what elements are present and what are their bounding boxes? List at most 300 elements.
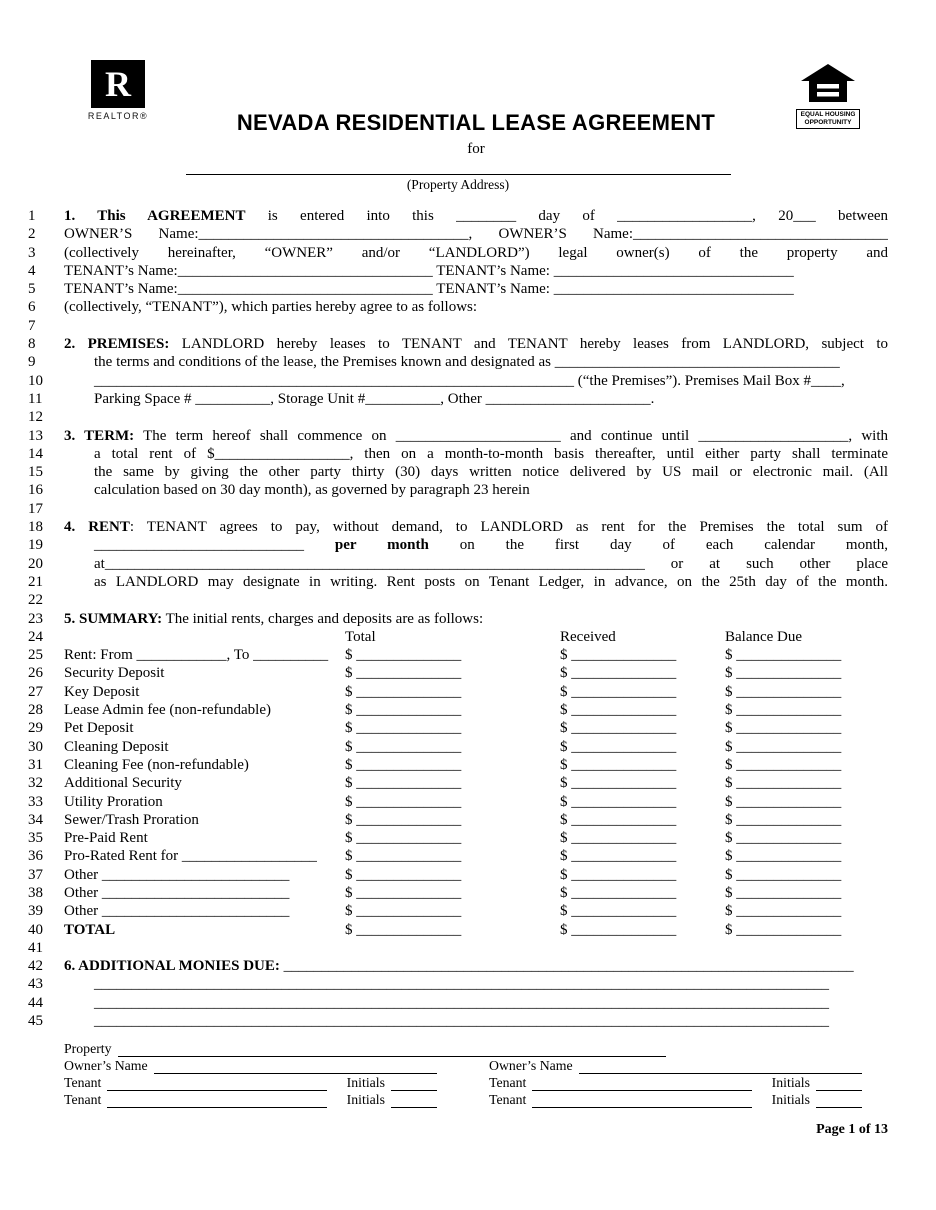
- initials-blank[interactable]: [816, 1095, 862, 1108]
- line-content: [64, 646, 888, 664]
- blank-field[interactable]: ______________: [571, 720, 677, 737]
- line-number: 24: [28, 628, 43, 645]
- text: $: [725, 775, 737, 792]
- line-number: 15: [28, 464, 43, 481]
- line-37: [28, 866, 888, 884]
- tenant-label: Tenant: [64, 1091, 102, 1107]
- text: at: [94, 555, 105, 572]
- line-34: [28, 811, 888, 829]
- text: , Storage Unit #: [270, 390, 366, 407]
- blank-field[interactable]: ______________: [571, 866, 677, 883]
- text: between: [815, 208, 888, 224]
- blank-field[interactable]: ______________: [736, 775, 842, 792]
- blank-field[interactable]: ________________________________: [553, 262, 794, 279]
- line-3: [28, 244, 888, 262]
- blank-field[interactable]: __________: [195, 390, 271, 407]
- line-content: [64, 390, 888, 408]
- text: TENANT’s Name:: [64, 262, 178, 279]
- text: Other: [64, 866, 102, 883]
- text: $: [725, 665, 737, 682]
- line-number: 4: [28, 262, 36, 279]
- blank-field[interactable]: ______________: [356, 738, 462, 755]
- line-44: [28, 994, 888, 1012]
- blank-field[interactable]: ______________: [356, 848, 462, 865]
- blank-field[interactable]: __________________: [617, 208, 753, 224]
- blank-field[interactable]: ______________: [736, 647, 842, 664]
- text: $: [345, 884, 357, 901]
- line-35: [28, 829, 888, 847]
- line-content: [64, 408, 888, 426]
- line-content: [64, 335, 888, 353]
- line-13: [28, 427, 888, 445]
- money-cell: [725, 774, 888, 792]
- row-label: [64, 738, 345, 756]
- blank-field[interactable]: ______________________: [395, 427, 561, 444]
- text: $: [560, 775, 572, 792]
- initials-label: Initials: [346, 1091, 385, 1107]
- blank-field[interactable]: ______________: [356, 756, 462, 773]
- blank-field[interactable]: ______________________: [485, 390, 651, 407]
- money-cell: [725, 646, 888, 664]
- blank-field[interactable]: ______________: [736, 830, 842, 847]
- text: $: [345, 738, 357, 755]
- text: Other: [64, 884, 102, 901]
- blank-field[interactable]: ______________: [736, 683, 842, 700]
- blank-field[interactable]: _________________________: [101, 903, 290, 920]
- row-label: [64, 646, 345, 664]
- text-bold: 1. This AGREEMENT: [64, 208, 246, 224]
- money-cell: [725, 683, 888, 701]
- blank-field[interactable]: ______________: [736, 738, 842, 755]
- line-number: 12: [28, 409, 43, 426]
- text: day of: [516, 208, 618, 224]
- row-label: [64, 793, 345, 811]
- blank-field[interactable]: ________: [456, 208, 517, 224]
- initials-blank[interactable]: [391, 1095, 437, 1108]
- line-27: [28, 683, 888, 701]
- blank-field[interactable]: ____________: [136, 647, 227, 664]
- blank-field[interactable]: ________________________________________________________________________: [104, 555, 645, 572]
- line-number: 33: [28, 793, 43, 810]
- line-content: [64, 573, 888, 591]
- money-cell: [345, 884, 560, 902]
- line-21: [28, 573, 888, 591]
- blank-field[interactable]: ______________: [356, 683, 462, 700]
- text: Pro-Rated Rent for: [64, 848, 182, 865]
- blank-field[interactable]: __________________: [181, 848, 317, 865]
- blank-field[interactable]: ______________: [736, 921, 842, 938]
- equal-housing-house-icon: [801, 64, 855, 102]
- text: The term hereof shall commence on: [134, 427, 396, 444]
- text: $: [725, 647, 737, 664]
- line-number: 43: [28, 976, 43, 993]
- row-label: [64, 902, 345, 920]
- text: $: [560, 830, 572, 847]
- text: ,: [841, 372, 845, 389]
- blank-field[interactable]: ______________: [356, 702, 462, 719]
- initials-blank[interactable]: [391, 1078, 437, 1091]
- text-bold: TOTAL: [64, 921, 116, 938]
- blank-field[interactable]: ______________: [356, 647, 462, 664]
- blank-field[interactable]: ______________: [356, 903, 462, 920]
- text: : TENANT agrees to pay, without demand, to LANDLORD as rent for the Premises the total sum of: [129, 519, 888, 536]
- line-29: [28, 719, 888, 737]
- money-cell: [560, 811, 725, 829]
- column-header: Balance Due: [725, 628, 803, 645]
- line-number: 27: [28, 683, 43, 700]
- tenant-signature-row: [64, 1091, 437, 1108]
- blank-field[interactable]: ______________: [736, 720, 842, 737]
- tenant-label: Tenant: [489, 1074, 527, 1090]
- money-cell: [560, 847, 725, 865]
- owner-name-label-right: Owner’s Name: [489, 1057, 573, 1073]
- line-number: 42: [28, 958, 43, 975]
- line-content: [64, 353, 888, 371]
- text: Pet Deposit: [64, 720, 134, 737]
- line-number: 20: [28, 555, 43, 572]
- line-content: [64, 975, 888, 993]
- blank-field[interactable]: ______________: [571, 738, 677, 755]
- table-label-spacer: [64, 628, 345, 646]
- blank-field[interactable]: ______________: [736, 848, 842, 865]
- line-content: [64, 427, 888, 445]
- text: , 20: [752, 208, 794, 224]
- text: $: [345, 903, 357, 920]
- text: $: [725, 756, 737, 773]
- line-content: [64, 628, 888, 646]
- text: $: [345, 921, 357, 938]
- line-number: 7: [28, 317, 36, 334]
- line-number: 17: [28, 500, 43, 517]
- tenant-signature-row: [489, 1074, 862, 1091]
- text: $: [560, 738, 572, 755]
- line-content: [64, 207, 888, 225]
- equal-housing-line2: OPPORTUNITY: [804, 119, 852, 126]
- blank-field[interactable]: ________________________________________________________________: [94, 372, 574, 389]
- blank-field[interactable]: ____________________________________: [198, 226, 469, 243]
- line-number: 21: [28, 573, 43, 590]
- blank-field[interactable]: __________________________________________________________________________________________________: [94, 976, 829, 993]
- money-cell: [345, 756, 560, 774]
- tenant-name-blank[interactable]: [532, 1095, 751, 1108]
- money-cell: [560, 701, 725, 719]
- line-number: 31: [28, 756, 43, 773]
- line-number: 38: [28, 884, 43, 901]
- text: $: [725, 884, 737, 901]
- text: , OWNER’S Name:: [468, 226, 634, 243]
- text: Parking Space #: [94, 390, 196, 407]
- blank-field[interactable]: __________________________________________________________________________________________________: [94, 994, 829, 1011]
- blank-field[interactable]: __________________: [214, 445, 350, 462]
- money-cell: [725, 847, 888, 865]
- blank-field[interactable]: ______________: [736, 665, 842, 682]
- text: (collectively, “TENANT”), which parties hereby agree to as follows:: [64, 299, 478, 316]
- text: $: [560, 884, 572, 901]
- text: $: [560, 665, 572, 682]
- line-content: [64, 317, 888, 335]
- line-number: 8: [28, 336, 36, 353]
- line-42: [28, 957, 888, 975]
- text: Pre-Paid Rent: [64, 830, 148, 847]
- text: Cleaning Fee (non-refundable): [64, 756, 249, 773]
- equal-housing-line1: EQUAL HOUSING: [800, 111, 856, 118]
- text: $: [345, 702, 357, 719]
- blank-field[interactable]: __________________________________: [177, 281, 433, 298]
- property-blank[interactable]: [118, 1044, 666, 1057]
- line-number: 36: [28, 848, 43, 865]
- text-bold: 4. RENT: [64, 519, 130, 536]
- text: $: [560, 921, 572, 938]
- line-26: [28, 664, 888, 682]
- text: $: [345, 647, 357, 664]
- blank-field[interactable]: ________________________________: [553, 281, 794, 298]
- line-content: [64, 372, 888, 390]
- money-cell: [345, 701, 560, 719]
- text: $: [560, 848, 572, 865]
- text: TENANT’s Name:: [432, 262, 554, 279]
- text: $: [345, 793, 357, 810]
- property-row: [64, 1040, 862, 1057]
- money-cell: [345, 738, 560, 756]
- text: $: [725, 866, 737, 883]
- blank-field[interactable]: ____________________: [698, 427, 849, 444]
- line-content: [64, 445, 888, 463]
- blank-field[interactable]: ______________: [736, 756, 842, 773]
- text: [304, 537, 335, 553]
- line-content: [64, 847, 888, 865]
- blank-field[interactable]: ______________: [571, 793, 677, 810]
- blank-field[interactable]: ______________: [571, 830, 677, 847]
- money-cell: [725, 756, 888, 774]
- text: LANDLORD hereby leases to TENANT and TENANT hereby leases from LANDLORD, subject to: [169, 336, 888, 353]
- line-content: [64, 683, 888, 701]
- line-43: [28, 975, 888, 993]
- line-number: 10: [28, 372, 43, 389]
- text: $: [560, 720, 572, 737]
- line-number: 29: [28, 720, 43, 737]
- text: Additional Security: [64, 775, 182, 792]
- text: The initial rents, charges and deposits are as follows:: [162, 610, 484, 627]
- line-content: [64, 610, 888, 628]
- money-cell: [560, 683, 725, 701]
- text: $: [345, 830, 357, 847]
- line-number: 40: [28, 921, 43, 938]
- blank-field[interactable]: ____________________________________________________________________________: [283, 958, 854, 975]
- money-cell: [560, 738, 725, 756]
- blank-field[interactable]: ______________: [571, 702, 677, 719]
- line-content: [64, 866, 888, 884]
- blank-field[interactable]: ______________: [571, 903, 677, 920]
- tenant-name-blank[interactable]: [532, 1078, 751, 1091]
- blank-field[interactable]: ______________: [571, 848, 677, 865]
- text-bold: per month: [334, 537, 429, 554]
- text: $: [560, 866, 572, 883]
- line-content: [64, 225, 888, 243]
- text: $: [345, 756, 357, 773]
- money-cell: [560, 793, 725, 811]
- line-content: [64, 1012, 888, 1030]
- money-cell: [345, 921, 560, 939]
- blank-field[interactable]: ______________: [356, 921, 462, 938]
- text: Key Deposit: [64, 683, 140, 700]
- text: $: [345, 665, 357, 682]
- text: calculation based on 30 day month), as governed by paragraph 23 herein: [94, 482, 530, 499]
- property-address-blank[interactable]: [186, 162, 731, 175]
- for-label: for: [467, 141, 485, 157]
- blank-field[interactable]: ______________: [356, 866, 462, 883]
- line-20: [28, 555, 888, 573]
- blank-field[interactable]: ______________: [356, 720, 462, 737]
- line-25: [28, 646, 888, 664]
- text: , Other: [440, 390, 486, 407]
- text: $: [345, 866, 357, 883]
- realtor-logo: [80, 60, 156, 121]
- blank-field[interactable]: ___: [793, 208, 816, 224]
- blank-field[interactable]: ______________: [571, 647, 677, 664]
- row-label: [64, 884, 345, 902]
- text: and continue until: [560, 427, 699, 444]
- blank-field[interactable]: ______________: [571, 811, 677, 828]
- text-bold: 3. TERM:: [64, 427, 135, 444]
- text: $: [725, 903, 737, 920]
- line-18: [28, 518, 888, 536]
- line-2: [28, 225, 888, 243]
- blank-field[interactable]: __________________________________: [177, 262, 433, 279]
- owner-name-right: [489, 1057, 862, 1074]
- blank-field[interactable]: ______________: [571, 775, 677, 792]
- text: $: [560, 793, 572, 810]
- blank-field[interactable]: _________________________: [101, 884, 290, 901]
- line-number: 26: [28, 665, 43, 682]
- owner-name-blank-left[interactable]: [154, 1061, 437, 1074]
- line-content: [64, 262, 888, 280]
- tenant-signature-row: [64, 1074, 437, 1091]
- blank-field[interactable]: ______________: [736, 793, 842, 810]
- row-label: [64, 774, 345, 792]
- line-number: 13: [28, 427, 43, 444]
- blank-field[interactable]: ______________: [571, 683, 677, 700]
- line-number: 5: [28, 281, 36, 298]
- text: Lease Admin fee (non-refundable): [64, 702, 271, 719]
- line-number: 45: [28, 1013, 43, 1030]
- text: Security Deposit: [64, 665, 165, 682]
- line-number: 22: [28, 592, 43, 609]
- blank-field[interactable]: __________: [365, 390, 441, 407]
- line-content: [64, 719, 888, 737]
- blank-field[interactable]: ______________: [736, 702, 842, 719]
- tenant-name-blank[interactable]: [107, 1095, 326, 1108]
- money-cell: [725, 664, 888, 682]
- row-label: [64, 866, 345, 884]
- line-content: [64, 280, 888, 298]
- tenant-label: Tenant: [489, 1091, 527, 1107]
- money-cell: [725, 738, 888, 756]
- money-cell: [725, 829, 888, 847]
- text: Other: [64, 903, 102, 920]
- money-cell: [560, 646, 725, 664]
- line-number: 14: [28, 445, 43, 462]
- row-label: [64, 664, 345, 682]
- line-38: [28, 884, 888, 902]
- line-number: 2: [28, 226, 36, 243]
- line-content: [64, 536, 888, 554]
- blank-field[interactable]: __________: [253, 647, 329, 664]
- blank-field[interactable]: ______________________________________: [554, 354, 840, 371]
- initials-label: Initials: [771, 1074, 810, 1090]
- title-block: [156, 60, 796, 158]
- blank-field[interactable]: ______________: [571, 665, 677, 682]
- blank-field[interactable]: ______________: [356, 775, 462, 792]
- tenant-row-2: [64, 1091, 862, 1108]
- text: (“the Premises”). Premises Mail Box #: [574, 372, 812, 389]
- line-content: [64, 921, 888, 939]
- blank-field[interactable]: _________________________: [101, 866, 290, 883]
- line-28: [28, 701, 888, 719]
- page-indicator: Page 1 of 13: [816, 1121, 888, 1137]
- money-cell: [560, 774, 725, 792]
- line-number: 44: [28, 994, 43, 1011]
- tenant-label: Tenant: [64, 1074, 102, 1090]
- blank-field[interactable]: ______________: [736, 866, 842, 883]
- equal-housing-logo: [796, 60, 860, 129]
- blank-field[interactable]: ______________: [571, 884, 677, 901]
- line-content: [64, 793, 888, 811]
- line-content: [64, 591, 888, 609]
- blank-field[interactable]: __________________________________________________________________________________________________: [94, 1013, 829, 1030]
- line-number: 39: [28, 903, 43, 920]
- blank-field[interactable]: ______________: [356, 811, 462, 828]
- tenant-name-blank[interactable]: [107, 1078, 326, 1091]
- text: $: [345, 775, 357, 792]
- text: $: [345, 848, 357, 865]
- text: $: [725, 811, 737, 828]
- money-cell: [560, 829, 725, 847]
- owners-name-row: [64, 1057, 862, 1074]
- text: the same by giving the other party thirty (30) days written notice delivered by US mail or electronic mail. (All: [94, 464, 888, 481]
- line-number: 32: [28, 775, 43, 792]
- blank-field[interactable]: ______________: [571, 921, 677, 938]
- blank-field[interactable]: ______________: [356, 793, 462, 810]
- money-cell: [725, 902, 888, 920]
- initials-blank[interactable]: [816, 1078, 862, 1091]
- row-label: [64, 756, 345, 774]
- owner-name-blank-right[interactable]: [579, 1061, 862, 1074]
- blank-field[interactable]: ______________: [736, 903, 842, 920]
- line-23: [28, 610, 888, 628]
- line-39: [28, 902, 888, 920]
- owner-name-label-left: Owner’s Name: [64, 1057, 148, 1073]
- row-label: [64, 811, 345, 829]
- text: Rent: From: [64, 647, 137, 664]
- blank-field[interactable]: ______________: [356, 665, 462, 682]
- blank-field[interactable]: ______________: [736, 811, 842, 828]
- line-number: 41: [28, 939, 43, 956]
- line-17: [28, 500, 888, 518]
- blank-field[interactable]: ____________________________: [94, 537, 304, 554]
- document-header: [28, 60, 888, 158]
- text: on the first day of each calendar month,: [428, 537, 888, 554]
- line-19: [28, 536, 888, 554]
- blank-field[interactable]: ______________: [571, 756, 677, 773]
- line-number: 9: [28, 354, 36, 371]
- text-bold: 6. ADDITIONAL MONIES DUE:: [64, 958, 284, 975]
- blank-field[interactable]: ______________: [736, 884, 842, 901]
- blank-field[interactable]: ______________: [356, 884, 462, 901]
- money-cell: [725, 793, 888, 811]
- blank-field[interactable]: ______________: [356, 830, 462, 847]
- blank-field[interactable]: ____: [811, 372, 842, 389]
- blank-field[interactable]: __________________________________: [633, 226, 888, 243]
